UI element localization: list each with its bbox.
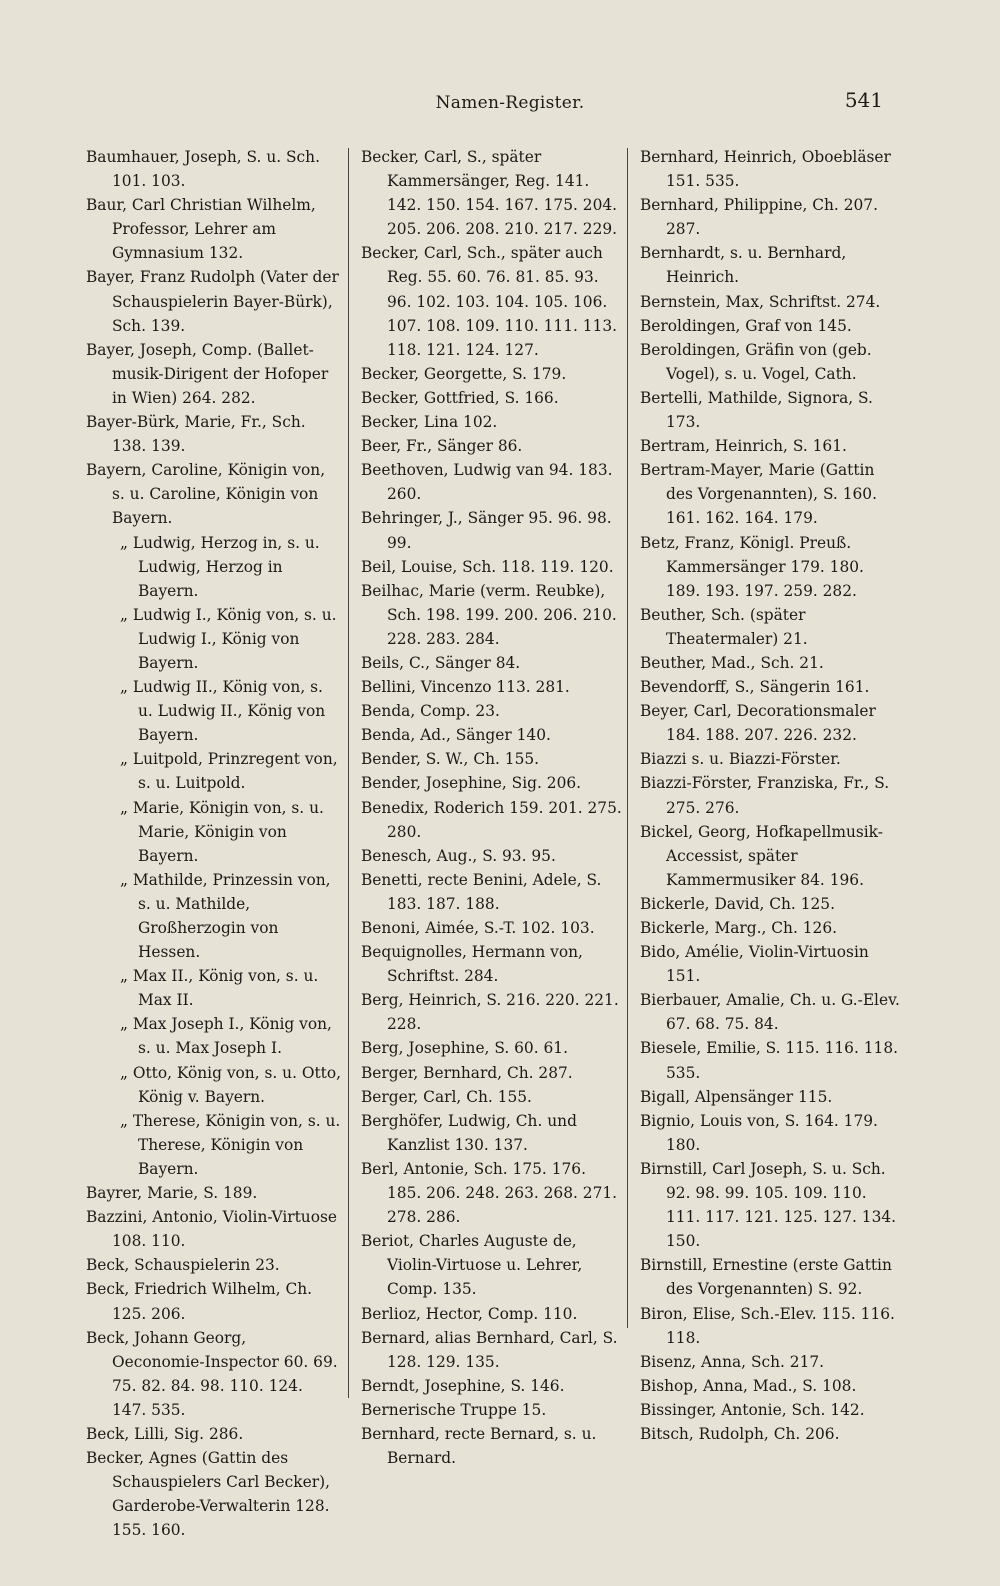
index-entry: Bayer, Joseph, Comp. (Ballet-musik-Dirigent der Hofoper in Wien) 264. 282. bbox=[86, 340, 329, 407]
index-entry: Biesele, Emilie, S. 115. 116. 118. 535. bbox=[640, 1039, 899, 1082]
index-entry: Becker, Gottfried, S. 166. bbox=[361, 388, 559, 407]
index-entry: Beil, Louise, Sch. 118. 119. 120. bbox=[361, 557, 614, 576]
index-entry: Berndt, Josephine, S. 146. bbox=[361, 1376, 565, 1395]
index-entry: Bequignolles, Hermann von, Schriftst. 284. bbox=[361, 943, 583, 986]
index-entry: Bissinger, Antonie, Sch. 142. bbox=[640, 1400, 865, 1419]
index-entry: Beriot, Charles Auguste de, Violin-Virtuose u. Lehrer, Comp. 135. bbox=[361, 1232, 583, 1299]
index-entry: Bernerische Truppe 15. bbox=[361, 1400, 547, 1419]
index-entry: Becker, Lina 102. bbox=[361, 413, 498, 432]
index-entry: Bayer-Bürk, Marie, Fr., Sch. 138. 139. bbox=[86, 413, 306, 456]
page-number: 541 bbox=[844, 88, 883, 112]
index-entry: „ Marie, Königin von, s. u. Marie, Königin von Bayern. bbox=[120, 798, 324, 865]
index-entry: Bernstein, Max, Schriftst. 274. bbox=[640, 292, 881, 311]
index-column-3 bbox=[640, 145, 902, 1446]
index-entry: Bernhardt, s. u. Bernhard, Heinrich. bbox=[640, 244, 847, 287]
index-entry: Betz, Franz, Königl. Preuß. Kammersänger 179. 180. 189. 193. 197. 259. 282. bbox=[640, 533, 864, 600]
index-entry: Becker, Carl, S., später Kammersänger, Reg. 141. 142. 150. 154. 167. 175. 204. 205. 206. 208. 210. 217. 229. bbox=[361, 148, 618, 239]
index-entry: Bertram-Mayer, Marie (Gattin des Vorgenannten), S. 160. 161. 162. 164. 179. bbox=[640, 461, 877, 528]
index-entry: Bertram, Heinrich, S. 161. bbox=[640, 437, 847, 456]
index-entry: Bigall, Alpensänger 115. bbox=[640, 1087, 833, 1106]
index-entry: Berger, Bernhard, Ch. 287. bbox=[361, 1063, 573, 1082]
index-entry: Bayer, Franz Rudolph (Vater der Schauspielerin Bayer-Bürk), Sch. 139. bbox=[86, 268, 339, 335]
index-entry: Beuther, Mad., Sch. 21. bbox=[640, 653, 824, 672]
index-entry: Bisenz, Anna, Sch. 217. bbox=[640, 1352, 825, 1371]
index-entry: Birnstill, Ernestine (erste Gattin des Vorgenannten) S. 92. bbox=[640, 1256, 892, 1299]
index-entry: Benedix, Roderich 159. 201. 275. 280. bbox=[361, 798, 622, 841]
index-entry: Beethoven, Ludwig van 94. 183. 260. bbox=[361, 461, 613, 504]
index-entry: Bitsch, Rudolph, Ch. 206. bbox=[640, 1424, 840, 1443]
index-entry: Beck, Friedrich Wilhelm, Ch. 125. 206. bbox=[86, 1280, 313, 1323]
index-entry: Bickerle, David, Ch. 125. bbox=[640, 894, 835, 913]
index-entry: Bernhard, Heinrich, Oboebläser 151. 535. bbox=[640, 148, 891, 191]
index-entry: „ Ludwig II., König von, s. u. Ludwig II., König von Bayern. bbox=[120, 678, 326, 745]
index-entry: Bido, Amélie, Violin-Virtuosin 151. bbox=[640, 943, 869, 986]
index-entry: Bender, S. W., Ch. 155. bbox=[361, 750, 540, 769]
index-column-1 bbox=[86, 145, 341, 1542]
index-entry: Beyer, Carl, Decorationsmaler 184. 188. 207. 226. 232. bbox=[640, 702, 876, 745]
index-entry: Benoni, Aimée, S.-T. 102. 103. bbox=[361, 919, 595, 937]
index-entry: Benesch, Aug., S. 93. 95. bbox=[361, 846, 556, 865]
index-entry: „ Max II., König von, s. u. Max II. bbox=[120, 967, 319, 1010]
index-entry: Berg, Josephine, S. 60. 61. bbox=[361, 1039, 568, 1058]
index-entry: Berg, Heinrich, S. 216. 220. 221. 228. bbox=[361, 991, 619, 1034]
index-entry: Berl, Antonie, Sch. 175. 176. 185. 206. 248. 263. 268. 271. 278. 286. bbox=[361, 1159, 618, 1227]
index-entry: Berger, Carl, Ch. 155. bbox=[361, 1087, 532, 1106]
index-entry: Bickerle, Marg., Ch. 126. bbox=[640, 919, 838, 937]
index-entry: Beroldingen, Gräfin von (geb. Vogel), s. u. Vogel, Cath. bbox=[640, 340, 872, 383]
column-divider bbox=[627, 148, 628, 1328]
index-entry: Biazzi s. u. Biazzi-Förster. bbox=[640, 750, 841, 769]
index-entry: Bevendorff, S., Sängerin 161. bbox=[640, 678, 870, 697]
index-entry: „ Max Joseph I., König von, s. u. Max Joseph I. bbox=[120, 1015, 332, 1058]
index-entry: „ Otto, König von, s. u. Otto, König v. Bayern. bbox=[120, 1063, 342, 1106]
index-entry: Bazzini, Antonio, Violin-Virtuose 108. 110. bbox=[86, 1208, 337, 1251]
running-head: Namen-Register. bbox=[435, 93, 585, 113]
index-entry: Baumhauer, Joseph, S. u. Sch. 101. 103. bbox=[86, 148, 320, 191]
index-entry: Baur, Carl Christian Wilhelm, Professor, Lehrer am Gymnasium 132. bbox=[86, 196, 316, 263]
index-entry: Becker, Agnes (Gattin des Schauspielers Carl Becker), Garderobe-Verwalterin 128. 155. 160. bbox=[86, 1449, 330, 1540]
index-entry: Beils, C., Sänger 84. bbox=[361, 653, 521, 672]
index-entry: Benda, Comp. 23. bbox=[361, 702, 500, 721]
index-entry: Bender, Josephine, Sig. 206. bbox=[361, 774, 582, 793]
index-entry: Beilhac, Marie (verm. Reubke), Sch. 198. 199. 200. 206. 210. 228. 283. 284. bbox=[361, 581, 617, 648]
index-entry: Biazzi-Förster, Franziska, Fr., S. 275. 276. bbox=[640, 774, 890, 817]
index-entry: Benda, Ad., Sänger 140. bbox=[361, 726, 551, 745]
index-entry: „ Luitpold, Prinzregent von, s. u. Luitpold. bbox=[120, 750, 338, 793]
index-entry: Bayrer, Marie, S. 189. bbox=[86, 1184, 258, 1203]
column-divider bbox=[348, 148, 349, 1398]
index-entry: Bickel, Georg, Hofkapellmusik-Accessist, später Kammermusiker 84. 196. bbox=[640, 822, 883, 889]
index-entry: Bierbauer, Amalie, Ch. u. G.-Elev. 67. 68. 75. 84. bbox=[640, 991, 900, 1034]
index-entry: Beer, Fr., Sänger 86. bbox=[361, 437, 523, 456]
index-entry: „ Ludwig I., König von, s. u. Ludwig I., König von Bayern. bbox=[120, 605, 337, 672]
index-entry: Becker, Carl, Sch., später auch Reg. 55. 60. 76. 81. 85. 93. 96. 102. 103. 104. 105. 106. 107. 108. 109. 110. 111. 113. 118. 121. 124. 127. bbox=[361, 244, 618, 359]
index-column-2 bbox=[361, 145, 623, 1470]
index-entry: Bernhard, recte Bernard, s. u. Bernard. bbox=[361, 1424, 597, 1468]
index-entry: Benetti, recte Benini, Adele, S. 183. 187. 188. bbox=[361, 870, 602, 913]
index-entry: Biron, Elise, Sch.-Elev. 115. 116. 118. bbox=[640, 1304, 895, 1347]
index-entry: „ Mathilde, Prinzessin von, s. u. Mathilde, Großherzogin von Hessen. bbox=[120, 870, 331, 962]
index-entry: „ Ludwig, Herzog in, s. u. Ludwig, Herzog in Bayern. bbox=[120, 533, 320, 600]
index-entry: Bernhard, Philippine, Ch. 207. 287. bbox=[640, 196, 878, 239]
index-entry: Becker, Georgette, S. 179. bbox=[361, 364, 567, 383]
index-entry: Behringer, J., Sänger 95. 96. 98. 99. bbox=[361, 509, 612, 552]
index-entry: Bertelli, Mathilde, Signora, S. 173. bbox=[640, 388, 873, 432]
index-entry: Beroldingen, Graf von 145. bbox=[640, 316, 852, 335]
index-entry: Birnstill, Carl Joseph, S. u. Sch. 92. 98. 99. 105. 109. 110. 111. 117. 121. 125. 127. 134. 150. bbox=[640, 1159, 897, 1251]
index-entry: Beck, Johann Georg, Oeconomie-Inspector 60. 69. 75. 82. 84. 98. 110. 124. 147. 535. bbox=[86, 1328, 338, 1419]
index-entry: Bellini, Vincenzo 113. 281. bbox=[361, 678, 570, 697]
index-entry: Beck, Lilli, Sig. 286. bbox=[86, 1424, 244, 1443]
index-entry: Beck, Schauspielerin 23. bbox=[86, 1256, 280, 1275]
index-entry: Bignio, Louis von, S. 164. 179. 180. bbox=[640, 1111, 878, 1154]
index-entry: Bayern, Caroline, Königin von, s. u. Caroline, Königin von Bayern. bbox=[86, 461, 326, 528]
index-entry: Bishop, Anna, Mad., S. 108. bbox=[640, 1376, 857, 1395]
index-entry: Beuther, Sch. (später Theatermaler) 21. bbox=[640, 605, 808, 648]
index-entry: Berghöfer, Ludwig, Ch. und Kanzlist 130. 137. bbox=[361, 1111, 577, 1154]
index-entry: „ Therese, Königin von, s. u. Therese, Königin von Bayern. bbox=[120, 1111, 341, 1178]
index-entry: Berlioz, Hector, Comp. 110. bbox=[361, 1304, 578, 1323]
index-entry: Bernard, alias Bernhard, Carl, S. 128. 129. 135. bbox=[361, 1328, 618, 1371]
